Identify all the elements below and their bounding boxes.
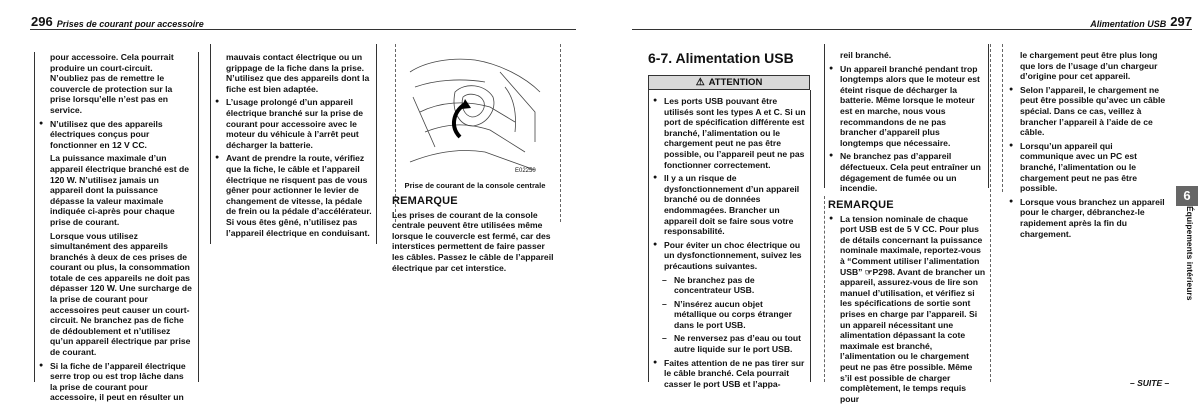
- col6-paragraph: le chargement peut être plus long que lors de l’usage d’un chargeur d’origine pour cet appareil.: [1020, 50, 1158, 82]
- column-5-remark: [828, 196, 986, 407]
- remark-heading: REMARQUE: [392, 195, 458, 207]
- left-page-title: Prises de courant pour accessoire: [56, 19, 204, 29]
- col4-bullet: ● Les ports USB pouvant être utilisés sont les types A et C. Si un port de spécification différente est branché, l’alimentation ou le chargement peut ne pas être possible, ou l’appareil peut ne pas fonctionner correctement.: [652, 96, 806, 170]
- col4-bullet: ● Il y a un risque de dysfonctionnement d’un appareil branché ou de données endommagées. Brancher un appareil doit se faire sous votre responsabilité.: [652, 173, 806, 237]
- col5-bullet: ● Un appareil branché pendant trop longtemps alors que le moteur est éteint risque de décharger la batterie. Même lorsque le moteur est en marche, nous vous recommandons de ne pas brancher d’appareil plus longtemps que nécessaire.: [828, 64, 984, 149]
- col2-bullet: ● L’usage prolongé d’un appareil électrique branché sur la prise de courant pour accessoire avec le moteur du véhicule à l’arrêt peut décharger la batterie.: [214, 97, 372, 150]
- col4-dash-item: – N’insérez aucun objet métallique ou corps étranger dans le port USB.: [652, 299, 806, 331]
- column-2: [214, 52, 372, 241]
- col4-bullet: ● Faites attention de ne pas tirer sur le câble branché. Cela pourrait casser le port USB et l’appa-: [652, 358, 806, 390]
- warning-box-right-border-2: [376, 44, 377, 244]
- col6-bullet: ● Lorsque vous branchez un appareil pour le charger, débranchez-le rapidement après la fin du chargement.: [1008, 197, 1166, 239]
- column-3: [392, 192, 558, 276]
- left-header-rule: [30, 29, 576, 30]
- warning-triangle-icon: ⚠: [695, 77, 705, 88]
- warning-box-left-border: [34, 52, 35, 382]
- column-5: [828, 50, 984, 197]
- center-console-outlet-illustration: [405, 52, 545, 177]
- illustration-caption: Prise de courant de la console centrale: [404, 181, 546, 190]
- col1-bullet: ● N’utilisez que des appareils électriques conçus pour fonctionner en 12 V CC.: [38, 119, 193, 151]
- continued-label: – SUITE –: [1130, 378, 1170, 388]
- attention-box-left-border-2: [824, 44, 825, 188]
- chapter-tab: 6: [1176, 186, 1198, 206]
- remark-heading: REMARQUE: [828, 199, 894, 211]
- attention-label: ATTENTION: [708, 77, 763, 88]
- column-3-dotted-border-right: [560, 44, 561, 222]
- col5-bullet: ● La tension nominale de chaque port USB est de 5 V CC. Pour plus de détails concernant la puissance nominale maximale, reportez-vous à “Comment utiliser l’alimentation USB” ☞P298. Avant de brancher un appareil, assurez-vous de lire son manuel d’utilisation, et vérifiez si les spécifications de sortie sont prises en charge par l’appareil. Si un appareil nécessitant une alimentation dépassant la cote maximale est branché, l’alimentation ou le chargement peut ne pas être possible. Même s’il est possible de charger complètement, le temps requis pour: [828, 214, 986, 405]
- col1-paragraph: pour accessoire. Cela pourrait produire un court-circuit. N’oubliez pas de remettre le couvercle de protection sur la prise lorsqu’elle n’est pas en service.: [50, 52, 174, 115]
- column-6-dotted-border-left: [1002, 44, 1003, 192]
- remark-dotted-border-right: [990, 44, 991, 382]
- attention-box-right-border: [810, 90, 811, 382]
- remark-text: Les prises de courant de la console centrale peuvent être utilisées même lorsque le couvercle est fermé, car des interstices permettent de faire passer les câbles. Passez le câble de l’appareil électrique par cet interstice.: [392, 209, 554, 273]
- column-1: [38, 52, 193, 406]
- attention-box-left-border: [648, 90, 649, 382]
- col6-bullet: ● Selon l’appareil, le chargement ne peut être possible qu’avec un câble spécial. Dans ce cas, veillez à brancher l’appareil à l’aide de ce câble.: [1008, 85, 1166, 138]
- right-page-header: [1086, 14, 1192, 29]
- right-page-title: Alimentation USB: [1090, 19, 1167, 29]
- column-6: [1008, 50, 1166, 242]
- warning-box-right-border: [198, 52, 199, 382]
- attention-box-right-border-2: [988, 44, 989, 188]
- col6-bullet: ● Lorsqu’un appareil qui communique avec un PC est branché, l’alimentation ou le chargement peut ne pas être possible.: [1008, 141, 1166, 194]
- col5-paragraph: reil branché.: [840, 50, 892, 60]
- col1-bullet: ● Si la fiche de l’appareil électrique serre trop ou est trop lâche dans la prise de courant pour accessoire, il peut en résulter un: [38, 361, 193, 403]
- col1-paragraph: Lorsque vous utilisez simultanément des appareils branchés à deux de ces prises de courant ou plus, la consommation totale de ces appareils ne doit pas dépasser 120 W. Une surcharge de la prise de courant pour accessoires peut causer un court-circuit. Ne branchez pas de fiche de dédoublement et n’utilisez qu’un appareil électrique par prise de courant.: [50, 230, 192, 358]
- chapter-side-label: Équipements intérieurs: [1185, 206, 1195, 301]
- col1-paragraph: La puissance maximale d’un appareil électrique branché est de 120 W. N’utilisez jamais un appareil dont la puissance dépasse la valeur maximale indiquée ci-après pour chaque prise de courant.: [50, 153, 189, 227]
- column-4: [652, 96, 806, 392]
- col5-bullet: ● Ne branchez pas d’appareil défectueux. Cela peut entraîner un dégagement de fumée ou un incendie.: [828, 151, 984, 193]
- col2-bullet: ● Avant de prendre la route, vérifiez que la fiche, le câble et l’appareil électrique ne risquent pas de vous gêner pour actionner le levier de changement de vitesse, la pédale de frein ou la pédale d’accélérateur. Si vous êtes gêné, n’utilisez pas l’appareil électrique en conduisant.: [214, 153, 372, 238]
- col4-dash-item: – Ne renversez pas d’eau ou tout autre liquide sur le port USB.: [652, 333, 806, 354]
- col4-bullet: ● Pour éviter un choc électrique ou un dysfonctionnement, suivez les précautions suivantes.: [652, 240, 806, 272]
- left-page-number: 296: [31, 14, 53, 29]
- attention-banner: [648, 75, 810, 90]
- right-header-rule: [632, 29, 1192, 30]
- left-page-header: [31, 14, 208, 29]
- remark-dotted-border-left: [824, 196, 825, 382]
- col2-paragraph: mauvais contact électrique ou un grippage de la fiche dans la prise. N’utilisez que des appareils dont la fiche est bien adaptée.: [226, 52, 370, 94]
- section-title: 6-7. Alimentation USB: [648, 50, 794, 66]
- col4-dash-item: – Ne branchez pas de concentrateur USB.: [652, 275, 806, 296]
- warning-box-left-border-2: [210, 44, 211, 244]
- right-page-number: 297: [1170, 14, 1192, 29]
- illustration-code: E02250: [515, 168, 536, 174]
